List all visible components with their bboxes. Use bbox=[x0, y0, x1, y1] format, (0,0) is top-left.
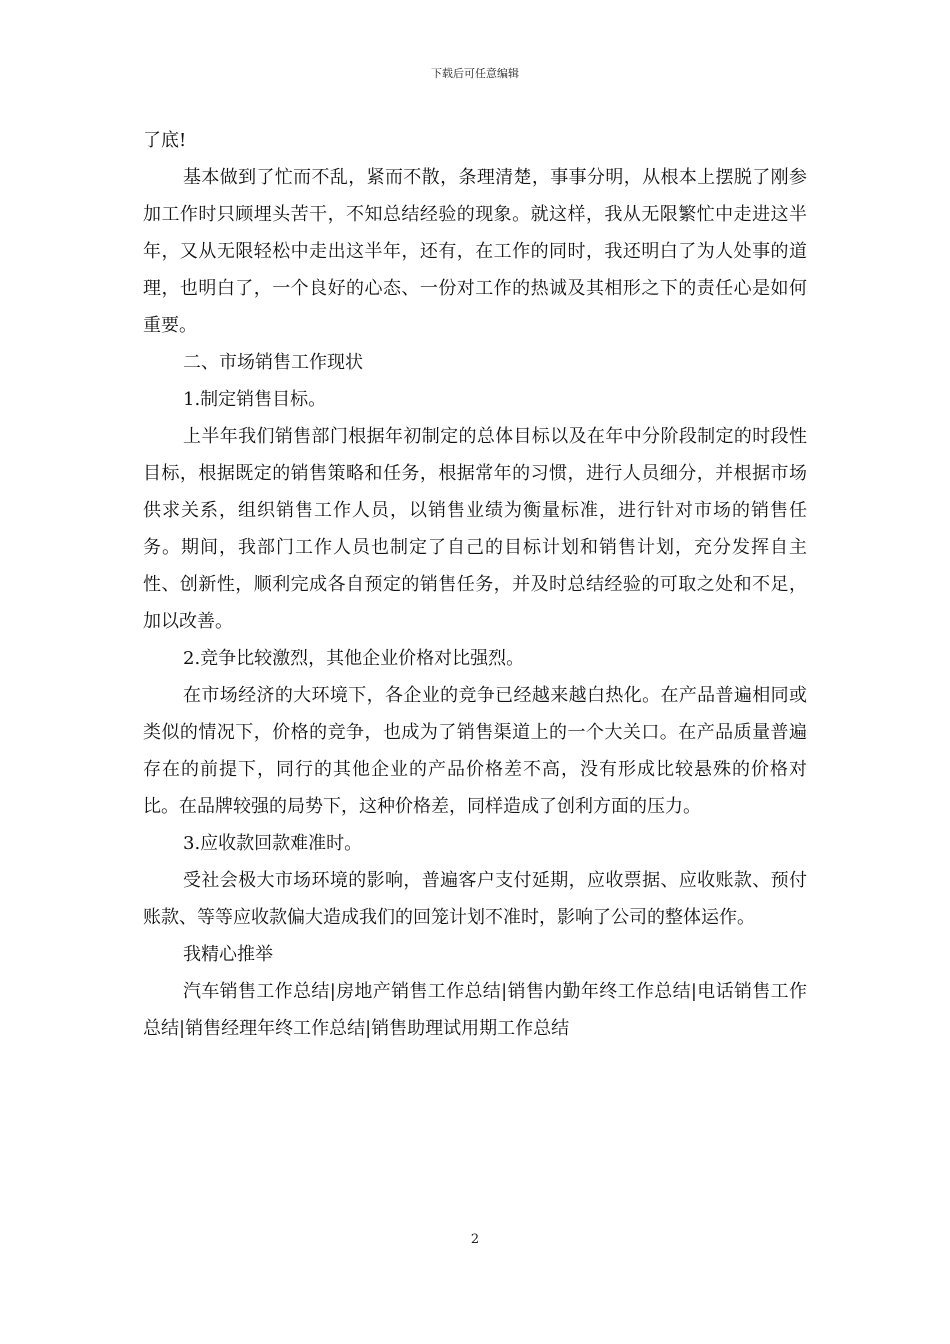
paragraph-sales-target: 上半年我们销售部门根据年初制定的总体目标以及在年中分阶段制定的时段性目标，根据既定的销售策略和任务，根据常年的习惯，进行人员细分，并根据市场供求关系，组织销售工作人员，以销售业绩为衡量标准，进行针对市场的销售任务。期间，我部门工作人员也制定了自己的目标计划和销售计划，充分发挥自主性、创新性，顺利完成各自预定的销售任务，并及时总结经验的可取之处和不足，加以改善。 bbox=[143, 426, 807, 632]
document-body bbox=[143, 122, 807, 1047]
page-header: 下载后可任意编辑 bbox=[431, 67, 519, 80]
subheading-sales-target: 1.制定销售目标。 bbox=[183, 389, 327, 410]
paragraph-summary: 基本做到了忙而不乱，紧而不散，条理清楚，事事分明，从根本上摆脱了刚参加工作时只顾埋头苦干，不知总结经验的现象。就这样，我从无限繁忙中走进这半年，又从无限轻松中走出这半年，还有，在工作的同时，我还明白了为人处事的道理，也明白了，一个良好的心态、一份对工作的热诚及其相形之下的责任心是如何重要。 bbox=[143, 167, 807, 336]
page-number: 2 bbox=[470, 1232, 480, 1247]
paragraph-receivables: 受社会极大市场环境的影响，普遍客户支付延期，应收票据、应收账款、预付账款、等等应收款偏大造成我们的回笼计划不准时，影响了公司的整体运作。 bbox=[143, 870, 807, 928]
paragraph-continuation: 了底! bbox=[143, 130, 187, 151]
subheading-receivables: 3.应收款回款难准时。 bbox=[183, 833, 363, 854]
section-heading-market-sales: 二、市场销售工作现状 bbox=[183, 352, 363, 373]
paragraph-competition: 在市场经济的大环境下，各企业的竞争已经越来越白热化。在产品普遍相同或类似的情况下，价格的竞争，也成为了销售渠道上的一个大关口。在产品质量普遍存在的前提下，同行的其他企业的产品价格差不高，没有形成比较悬殊的价格对比。在品牌较强的局势下，这种价格差，同样造成了创利方面的压力。 bbox=[143, 685, 807, 817]
recommend-heading: 我精心推举 bbox=[183, 944, 273, 965]
subheading-competition: 2.竞争比较激烈，其他企业价格对比强烈。 bbox=[183, 648, 525, 669]
recommend-links: 汽车销售工作总结|房地产销售工作总结|销售内勤年终工作总结|电话销售工作总结|销售经理年终工作总结|销售助理试用期工作总结 bbox=[143, 981, 807, 1039]
